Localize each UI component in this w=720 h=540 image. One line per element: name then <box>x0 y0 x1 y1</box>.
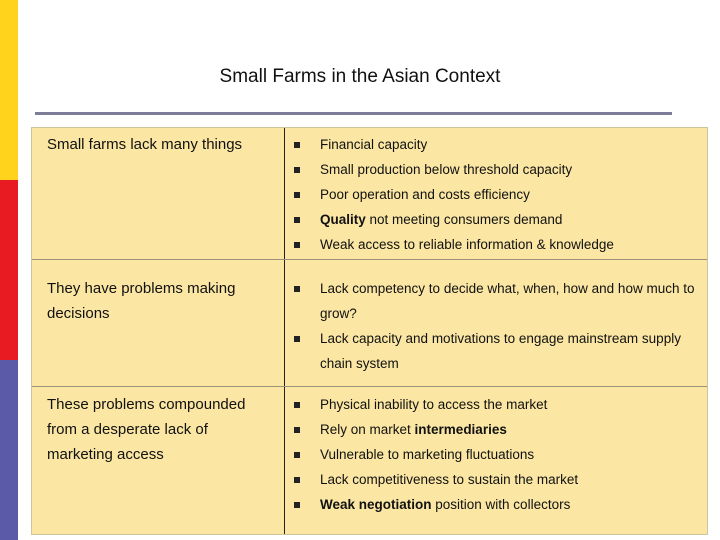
bullet-icon <box>294 402 300 408</box>
bullet-list <box>294 276 699 376</box>
row-label: They have problems making decisions <box>47 280 236 322</box>
bullet-icon <box>294 242 300 248</box>
accent-stripe-purple <box>0 360 18 540</box>
row-divider <box>32 386 707 387</box>
column-divider <box>284 128 285 534</box>
row-divider <box>32 259 707 260</box>
bullet-list <box>294 132 699 257</box>
list-item: Lack capacity and motivations to engage mainstream supply chain system <box>294 326 699 376</box>
bullet-icon <box>294 477 300 483</box>
title-divider <box>35 112 672 115</box>
list-item: Small production below threshold capacity <box>294 157 699 182</box>
bullet-icon <box>294 452 300 458</box>
list-item: Poor operation and costs efficiency <box>294 182 699 207</box>
bullet-icon <box>294 142 300 148</box>
list-item: Financial capacity <box>294 132 699 157</box>
bullet-icon <box>294 192 300 198</box>
list-item: Weak access to reliable information & knowledge <box>294 232 699 257</box>
list-item: Quality not meeting consumers demand <box>294 207 699 232</box>
bullet-icon <box>294 427 300 433</box>
row-label: Small farms lack many things <box>47 136 243 153</box>
list-item: Lack competency to decide what, when, how and how much to grow? <box>294 276 699 326</box>
list-item: Lack competitiveness to sustain the market <box>294 467 699 492</box>
page-title: Small Farms in the Asian Context <box>219 66 501 87</box>
list-item: Physical inability to access the market <box>294 392 699 417</box>
bullet-icon <box>294 286 300 292</box>
list-item: Vulnerable to marketing fluctuations <box>294 442 699 467</box>
bullet-icon <box>294 217 300 223</box>
bullet-icon <box>294 167 300 173</box>
row-label: These problems compounded from a desperate lack of marketing access <box>47 396 246 463</box>
accent-stripe-yellow <box>0 0 18 180</box>
bullet-icon <box>294 336 300 342</box>
content-table <box>31 127 708 535</box>
bullet-icon <box>294 502 300 508</box>
bullet-list <box>294 392 699 517</box>
accent-stripe-red <box>0 180 18 360</box>
list-item: Weak negotiation position with collectors <box>294 492 699 517</box>
list-item: Rely on market intermediaries <box>294 417 699 442</box>
